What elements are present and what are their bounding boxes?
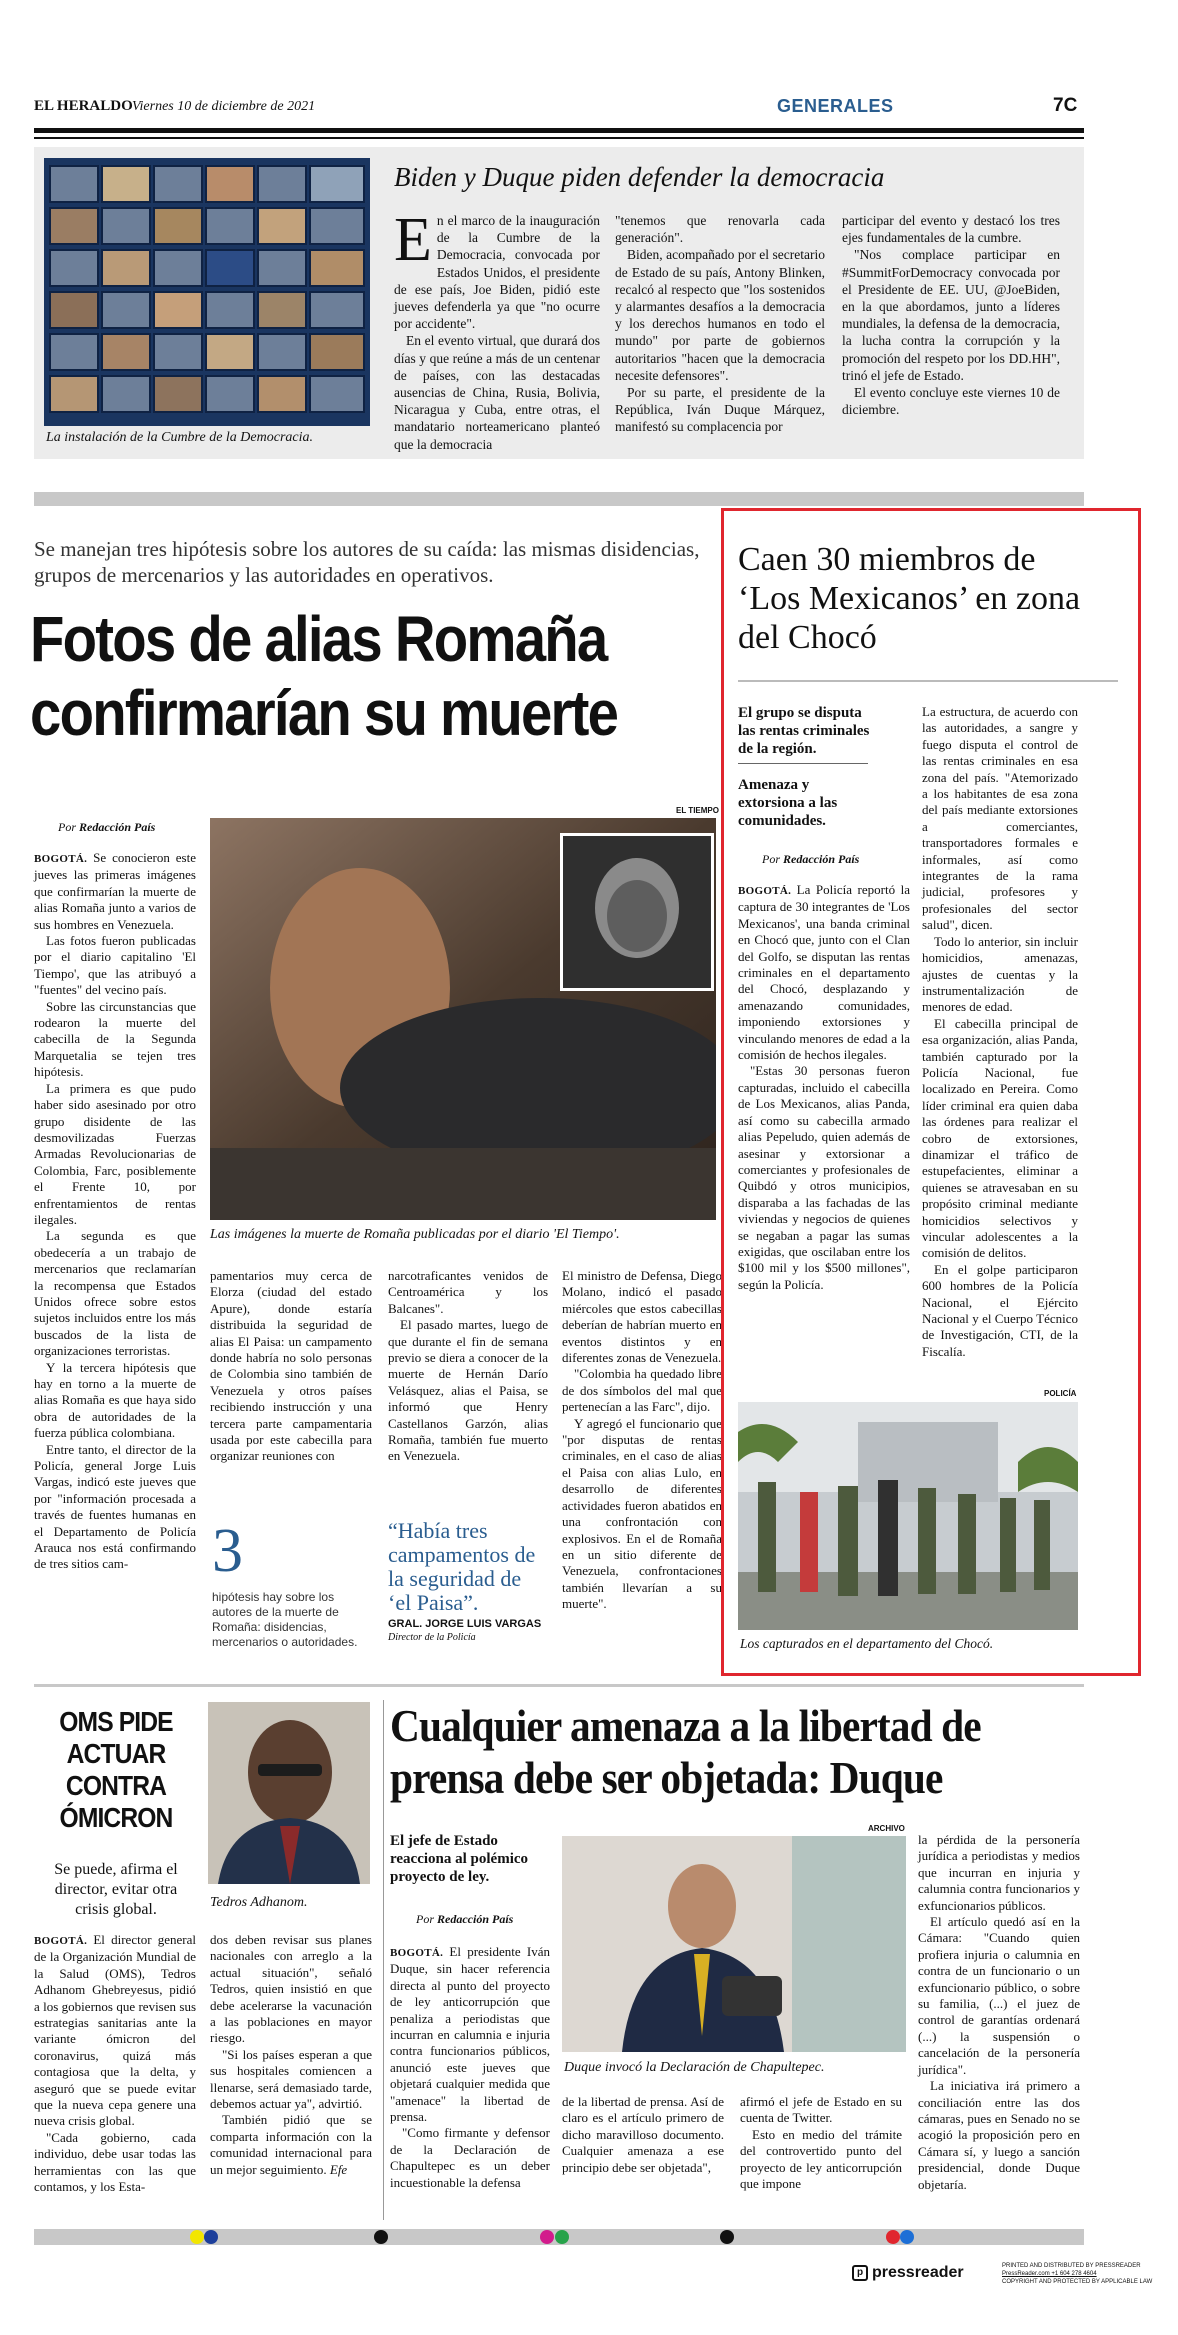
paragraph: Entre tanto, el director de la Policía, general Jorge Luis Vargas, indicó este jueves que por "información procesada a través de fuentes humanas en el Departamento de Policía Arauca nos está confirmando de tres sitios cam- xyxy=(34,1441,196,1572)
paragraph: La primera es que pudo haber sido asesinado por otro grupo disidente de las desmovilizadas Fuerzas Armadas Revolucionarias de Colombia, Farc, posiblemente el Frente 10, por enfrentamientos de rentas ilegales. xyxy=(34,1080,196,1227)
biden-headline: Biden y Duque piden defender la democracia xyxy=(394,162,885,192)
prensa-byline: Por Redacción País xyxy=(416,1912,514,1926)
prensa-photo xyxy=(562,1836,906,2052)
oms-deck: Se puede, afirma el director, evitar otra crisis global. xyxy=(54,1861,178,1918)
romana-column-2 xyxy=(210,1268,372,1465)
registration-dot xyxy=(540,2230,554,2244)
romana-column-1 xyxy=(34,850,196,1573)
paragraph: Las fotos fueron publicadas por el diario capitalino 'El Tiempo', que las atribuyó a "fuentes" del vecino país. xyxy=(34,933,196,998)
mexicanos-byline: Por Redacción País xyxy=(762,852,860,866)
prensa-sub: El jefe de Estado reacciona al polémico proyecto de ley. xyxy=(390,1833,529,1885)
video-grid-photo xyxy=(44,158,370,426)
paragraph: pamentarios muy cerca de Elorza (ciudad del estado Apure), donde estaría distribuida la seguridad de alias El Paisa: un campamento donde habría no solo personas de Colombia sino también de Venezuela y otros países recibiendo instrucción y una tercera parte campamentaria usada por este cabecilla para organizar reuniones con xyxy=(210,1268,372,1464)
paragraph: En el evento virtual, que durará dos días y que reúne a más de un centenar de países, con las destacadas ausencias de China, Rusia, Bolivia, Nicaragua y Cuba, entre otras, el mandatario norteamericano planteó que la democracia xyxy=(394,333,600,452)
romana-caption: Las imágenes la muerte de Romaña publicadas por el diario 'El Tiempo'. xyxy=(210,1227,620,1242)
prensa-caption: Duque invocó la Declaración de Chapultepec. xyxy=(564,2060,825,2075)
mexicanos-column-1 xyxy=(738,882,910,1293)
mexicanos-caption: Los capturados en el departamento del Chocó. xyxy=(740,1636,994,1651)
registration-dot xyxy=(374,2230,388,2244)
paragraph: "Estas 30 personas fueron capturadas, incluido el cabecilla de Los Mexicanos, alias Panda, así como su cabecilla armado alias Pepeludo, quien además de asesinar y extorsionar a comerciantes y profesionales de Quibdó y otros municipios, disparaba a las fachadas de las viviendas y negocios de quienes se negaban a pagar las sumas exigidas, que oscilaban entre los $100 mil y los $500 millones", según la Policía. xyxy=(738,1063,910,1292)
column-rule xyxy=(383,1700,384,2220)
issue-date: Viernes 10 de diciembre de 2021 xyxy=(132,99,316,114)
paragraph: "Colombia ha quedado libre de dos símbolos del mal que pertenecían a las Farc", dijo. xyxy=(562,1366,722,1415)
mexicanos-rule xyxy=(738,680,1118,682)
registration-dot xyxy=(555,2230,569,2244)
footer-bar xyxy=(34,2229,1084,2245)
stat-number: 3 xyxy=(212,1517,243,1585)
paragraph: BOGOTÁ. El director general de la Organización Mundial de la Salud (OMS), Tedros Adhanom Ghebreyesus, pidió a los gobiernos que revisen sus estrategias sanitarias ante la variante ómicron del coronavirus, quizá más contagiosa que la delta, y aseguró que se puede evitar que la nueva cepa genere una nueva crisis global. xyxy=(34,1932,197,2129)
paragraph: narcotraficantes venidos de Centroamérica y los Balcanes". xyxy=(388,1268,548,1316)
biden-photo xyxy=(44,158,370,426)
paragraph: dos deben revisar sus planes nacionales con arreglo a la actual situación", señaló Tedros, quien insistió en que debe acelerarse la vacunación a las poblaciones en mayor riesgo. xyxy=(210,1932,372,2046)
drop-cap: E xyxy=(394,206,432,274)
bottom-divider xyxy=(34,1684,1084,1687)
paragraph: la pérdida de la personería jurídica a periodistas y medios que incurran en injuria y calumnia contra funcionarios y exfuncionarios públicos. xyxy=(918,1832,1080,1913)
paragraph: Biden, acompañado por el secretario de Estado de su país, Antony Blinken, recalcó al respecto que "los sostenidos y alarmantes desafíos a la democracia y los derechos humanos en todo el mundo" por parte de gobiernos autoritarios "hacen que la democracia necesite defensores". xyxy=(615,247,825,383)
mexicanos-sub-rule xyxy=(738,763,868,764)
prensa-column-1 xyxy=(390,1944,550,2191)
romana-column-4 xyxy=(562,1268,722,1613)
paragraph: afirmó el jefe de Estado en su cuenta de Twitter. xyxy=(740,2094,902,2126)
oms-caption: Tedros Adhanom. xyxy=(210,1895,308,1910)
mexicanos-photo xyxy=(738,1402,1078,1630)
headline-line: Fotos de alias Romaña xyxy=(30,603,607,675)
oms-photo xyxy=(208,1702,370,1884)
paragraph: El cabecilla principal de esa organización, alias Panda, también capturado por la Policía Nacional, fue localizado en Pereira. Como líder criminal era quien daba las órdenes para realizar el cobro de extorsiones, dinamizar el tráfico de estupefacientes, eliminar a quienes se atravesaban en su propósito criminal mediante homicidios selectivos y vincular adolescentes a la comisión de delitos. xyxy=(922,1015,1078,1261)
paragraph: de la libertad de prensa. Así de claro es el artículo primero de dicho maravilloso documento. Cualquier amenaza a ese principio debe ser objetada", xyxy=(562,2094,724,2175)
pressreader-brand: pressreader xyxy=(872,2264,964,2281)
oms-column-1 xyxy=(34,1932,196,2196)
biden-column-1 xyxy=(394,206,600,453)
paragraph: También pidió que se comparta información con la comunidad internacional para un mejor seguimiento. Efe xyxy=(210,2112,372,2177)
pull-quote: “Había tres campamentos de la seguridad de ‘el Paisa”. xyxy=(388,1518,536,1615)
biden-column-3 xyxy=(842,212,1060,418)
paragraph: La estructura, de acuerdo con las autoridades, a sangre y fuego disputa el control de las rentas criminales en esa zona del país. "Atemorizado a los habitantes de esa zona del país mediante extorsiones a comerciantes, transportadores formales e informales, así como integrantes de la rama judicial, profesores y profesionales del sector salud", dicen. xyxy=(922,704,1078,933)
paragraph: participar del evento y destacó los tres ejes fundamentales de la cumbre. xyxy=(842,213,1060,246)
prensa-photo-credit: ARCHIVO xyxy=(868,1824,905,1833)
biden-column-2 xyxy=(615,212,825,436)
oms-headline: OMS PIDE ACTUAR CONTRA ÓMICRON xyxy=(59,1706,173,1833)
registration-dot xyxy=(190,2230,204,2244)
paragraph: BOGOTÁ. La Policía reportó la captura de 30 integrantes de 'Los Mexicanos', una banda criminal en Chocó que, junto con el Clan del Golfo, se disputan las rentas criminales en el departamento del Chocó, desplazando y amenazando comunidades, imponiendo extorsiones y vinculando menores de edad a la comisión de hechos ilegales. xyxy=(738,882,910,1063)
quote-role: Director de la Policía xyxy=(388,1632,476,1643)
registration-dot xyxy=(204,2230,218,2244)
romana-inset-photo xyxy=(560,833,714,991)
header-rule xyxy=(34,128,1084,133)
mexicanos-column-2 xyxy=(922,704,1078,1360)
romana-byline: Por Redacción País xyxy=(58,820,156,834)
paragraph: El ministro de Defensa, Diego Molano, indicó el pasado miércoles que estos cabecillas deberían de habrían muerto en eventos distintos y en diferentes zonas de Venezuela. xyxy=(562,1268,722,1366)
tedros-photo-image xyxy=(208,1702,370,1884)
romana-headline xyxy=(30,602,646,750)
prensa-headline: Cualquier amenaza a la libertad de prensa debe ser objetada: Duque xyxy=(390,1700,981,1803)
mexicanos-photo-credit: POLICÍA xyxy=(1044,1389,1077,1398)
paragraph: La iniciativa irá primero a conciliación entre las dos cámaras, pues en Senado no se acogió la proposición pero en Cámara sí, y luego a sanción presidencial, donde Duque objetaría. xyxy=(918,2078,1080,2192)
paragraph: El pasado martes, luego de que durante el fin de semana previo se diera a conocer de la muerte de Hernán Darío Velásquez, alias el Paisa, se informó que Henry Castellanos Garzón, alias Romaña, también fue muerto en Venezuela. xyxy=(388,1317,548,1464)
mexicanos-sub-1: El grupo se disputa las rentas criminales de la región. xyxy=(738,705,870,757)
prensa-column-2 xyxy=(562,2094,724,2176)
duque-photo-image xyxy=(562,1836,906,2052)
paragraph: BOGOTÁ. El presidente Iván Duque, sin hacer referencia directa al punto del proyecto de ley anticorrupción que penaliza a periodistas que incurran en calumnia e injuria contra funcionarios públicos, anunció este jueves que objetará cualquier medida que "amenace" la libertad de prensa. xyxy=(390,1944,551,2125)
paragraph: El evento concluye este viernes 10 de diciembre. xyxy=(842,385,1060,418)
capture-photo-image xyxy=(738,1402,1078,1630)
paragraph: "Cada gobierno, cada individuo, debe usar todas las herramientas con las que contamos, y los Esta- xyxy=(34,2129,196,2195)
mexicanos-headline: Caen 30 miembros de ‘Los Mexicanos’ en zona del Chocó xyxy=(738,541,1081,656)
paragraph: La segunda es que obedecería a un trabajo de mercenarios que reclamarían la recompensa que Estados Unidos ofrece sobre estos sujetos incluidos entre los más buscados de la lista de organizaciones terroristas. xyxy=(34,1228,196,1359)
header-rule-thin xyxy=(34,137,1084,139)
paragraph: El artículo quedó así en la Cámara: "Cuando quien profiera injuria o calumnia en contra de un funcionario o un exfuncionario público, o sobre su familia, (...) el juez de control de garantías ordenará (...) la suspensión o cancelación de la personería jurídica". xyxy=(918,1914,1080,2077)
prensa-column-3 xyxy=(740,2094,902,2192)
romana-column-3 xyxy=(388,1268,548,1465)
paragraph: n el marco de la inauguración de la Cumbre de la Democracia, convocada por Estados Unidos, el presidente de ese país, Joe Biden, pidió este jueves defenderla ya que "no ocurre por accidente". xyxy=(394,213,600,332)
pressreader-logo[interactable] xyxy=(852,2264,964,2282)
quote-author: GRAL. JORGE LUIS VARGAS xyxy=(388,1618,542,1630)
prensa-column-4 xyxy=(918,1832,1080,2193)
paragraph: Todo lo anterior, sin incluir homicidios, amenazas, ajustes de cuentas y la instrumentalización de menores de edad. xyxy=(922,933,1078,1015)
registration-dot xyxy=(720,2230,734,2244)
pressreader-icon: p xyxy=(852,2265,868,2281)
paragraph: Por su parte, el presidente de la República, Iván Duque Márquez, manifestó su complacencia por xyxy=(615,385,825,435)
romana-kicker: Se manejan tres hipótesis sobre los autores de su caída: las mismas disidencias, grupos de mercenarios y las autoridades en operativos. xyxy=(34,537,700,587)
paragraph: "Nos complace participar en #SummitForDemocracy convocada por el Presidente de EE. UU, @JoeBiden, en la que abordamos, junto a líderes mundiales, la defensa de la democracia, la lucha contra la corrupción y la promoción del respeto por los DD.HH", trinó el jefe de Estado. xyxy=(842,247,1060,383)
page-number: 7C xyxy=(1053,95,1078,116)
paragraph: Y agregó el funcionario que "por disputas de rentas criminales, en el caso de alias el Paisa con alias Lulo, en desarrollo de diferentes actividades fueron abatidos en una confrontación con explosivos. En el de Romaña en un sitio diferente de Venezuela, confrontaciones también llevarían a su muerte". xyxy=(562,1415,722,1612)
section-divider xyxy=(34,492,1084,506)
paragraph: "Como firmante y defensor de la Declaración de Chapultepec es un deber incuestionable la defensa xyxy=(390,2125,550,2190)
paragraph: "Si los países esperan a que sus hospitales comiencen a llenarse, será demasiado tarde, debemos actuar ya", advirtió. xyxy=(210,2046,372,2112)
paragraph: Sobre las circunstancias que rodearon la muerte del cabecilla de la Segunda Marquetalia se tejen tres hipótesis. xyxy=(34,998,196,1080)
paragraph: "tenemos que renovarla cada generación". xyxy=(615,213,825,246)
inset-face-image xyxy=(563,836,711,988)
paragraph: En el golpe participaron 600 hombres de la Policía Nacional, el Ejército Nacional y el Cuerpo Técnico de Investigación, CTI, de la Fiscalía. xyxy=(922,1261,1078,1359)
registration-dot xyxy=(886,2230,900,2244)
romana-photo-credit: EL TIEMPO xyxy=(676,806,719,815)
headline-line: confirmarían su muerte xyxy=(30,677,618,749)
registration-dot xyxy=(900,2230,914,2244)
oms-column-2 xyxy=(210,1932,372,2178)
stat-text: hipótesis hay sobre los autores de la muerte de Romaña: disidencias, mercenarios o autoridades. xyxy=(212,1590,358,1649)
paper-name: EL HERALDO xyxy=(34,98,133,114)
paragraph: BOGOTÁ. Se conocieron este jueves las primeras imágenes que confirmarían la muerte de alias Romaña junto a varios de sus hombres en Venezuela. xyxy=(34,850,196,932)
biden-caption: La instalación de la Cumbre de la Democracia. xyxy=(46,430,314,445)
pressreader-notice: PRINTED AND DISTRIBUTED BY PRESSREADER PressReader.com +1 604 278 4604 COPYRIGHT AND PROTECTED BY APPLICABLE LAW xyxy=(1002,2263,1153,2285)
paragraph: Esto en medio del trámite del controvertido punto del proyecto de ley anticorrupción que impone xyxy=(740,2126,902,2192)
section-name: GENERALES xyxy=(777,96,894,116)
mexicanos-sub-2: Amenaza y extorsiona a las comunidades. xyxy=(738,777,838,829)
paragraph: Y la tercera hipótesis que hay en torno a la muerte de alias Romaña es que haya sido obra de autoridades de la fuerza pública colombiana. xyxy=(34,1359,196,1441)
